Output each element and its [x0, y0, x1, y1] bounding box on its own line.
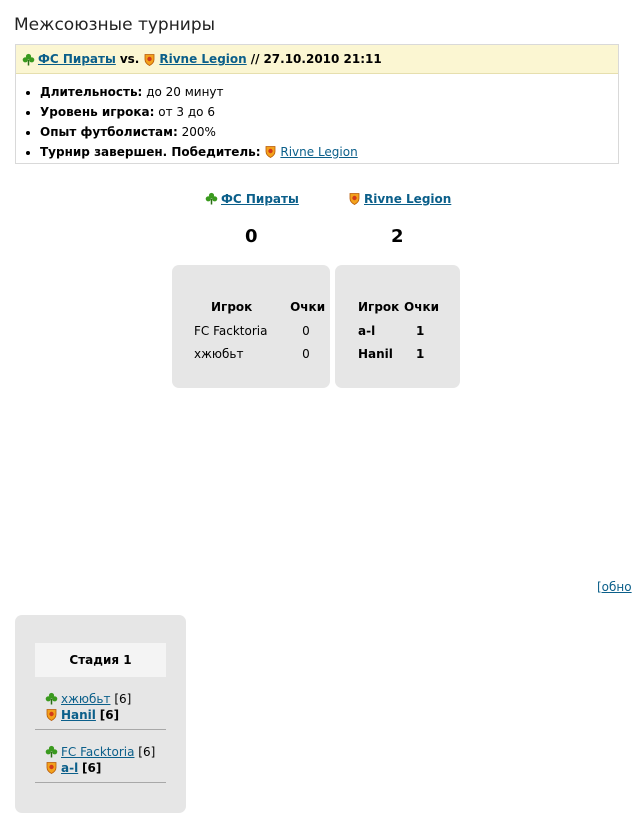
crest-icon	[348, 192, 361, 205]
match-player-line	[45, 760, 166, 776]
match-datetime: 27.10.2010 21:11	[263, 52, 382, 66]
table-row	[194, 342, 330, 365]
table-header	[358, 295, 444, 319]
detail-duration	[40, 82, 618, 102]
winner-link[interactable]: Rivne Legion	[280, 145, 358, 159]
player-points: 1	[416, 346, 425, 361]
player-name: a-l	[358, 323, 376, 338]
clover-icon	[22, 53, 35, 66]
vs-label: vs.	[119, 52, 140, 66]
scoreboard-team2	[348, 192, 451, 206]
column-header-player: Игрок	[358, 300, 400, 314]
stage-inner	[35, 643, 166, 783]
player-link[interactable]: хжюбьт	[61, 692, 111, 706]
match-player-line	[45, 707, 166, 723]
player-name: Hanil	[358, 346, 393, 361]
stage-match	[35, 677, 166, 730]
team2-players-box	[335, 265, 460, 388]
detail-level	[40, 102, 618, 122]
stage-box	[15, 615, 186, 813]
column-header-points: Очки	[404, 300, 439, 314]
crest-icon	[264, 145, 277, 158]
clover-icon	[205, 192, 218, 205]
match-header	[16, 45, 618, 74]
team1-players-table	[194, 295, 330, 365]
detail-key: Опыт футболистам:	[40, 125, 178, 139]
table-row	[358, 342, 444, 365]
match-info-box	[15, 44, 619, 164]
stage-title: Стадия 1	[35, 643, 166, 677]
player-points: 1	[416, 323, 425, 338]
player-points: 0	[302, 346, 310, 361]
player-link[interactable]: Hanil	[61, 708, 96, 722]
scoreboard-team1-link[interactable]: ФС Пираты	[221, 192, 299, 206]
page-title: Межсоюзные турниры	[14, 15, 216, 35]
player-link[interactable]: a-l	[61, 761, 79, 775]
scoreboard-team2-link[interactable]: Rivne Legion	[364, 192, 452, 206]
match-player-line	[45, 744, 166, 760]
detail-value: до 20 минут	[146, 85, 224, 99]
player-points: 0	[302, 323, 310, 338]
table-header	[194, 295, 330, 319]
crest-icon	[143, 53, 156, 66]
column-header-points: Очки	[290, 300, 326, 314]
crest-icon	[45, 761, 58, 774]
crest-icon	[45, 708, 58, 721]
clover-icon	[45, 745, 58, 758]
detail-winner	[40, 142, 618, 162]
table-row	[358, 319, 444, 342]
player-score: [6]	[99, 708, 120, 722]
player-name: FC Facktoria	[194, 323, 268, 338]
clover-icon	[45, 692, 58, 705]
detail-value: от 3 до 6	[158, 105, 215, 119]
team2-players-table	[358, 295, 444, 365]
detail-key: Турнир завершен. Победитель:	[40, 145, 261, 159]
player-score: [6]	[82, 761, 102, 775]
player-score: [6]	[138, 745, 156, 759]
detail-value: 200%	[181, 125, 216, 139]
detail-experience	[40, 122, 618, 142]
scoreboard-team1	[205, 192, 299, 206]
table-row	[194, 319, 330, 342]
team2-score: 2	[391, 226, 404, 247]
column-header-player: Игрок	[211, 300, 253, 314]
player-score: [6]	[114, 692, 132, 706]
separator: //	[250, 52, 260, 66]
detail-key: Длительность:	[40, 85, 143, 99]
match-player-line	[45, 691, 166, 707]
team1-score: 0	[245, 226, 258, 247]
team1-players-box	[172, 265, 330, 388]
player-name: хжюбьт	[194, 346, 244, 361]
scoreboard-teams	[0, 192, 628, 212]
team2-link[interactable]: Rivne Legion	[159, 52, 247, 66]
team1-link[interactable]: ФС Пираты	[38, 52, 116, 66]
match-details	[16, 74, 618, 162]
stage-match	[35, 730, 166, 783]
detail-key: Уровень игрока:	[40, 105, 155, 119]
update-link[interactable]: [обно	[597, 580, 632, 594]
player-link[interactable]: FC Facktoria	[61, 745, 135, 759]
